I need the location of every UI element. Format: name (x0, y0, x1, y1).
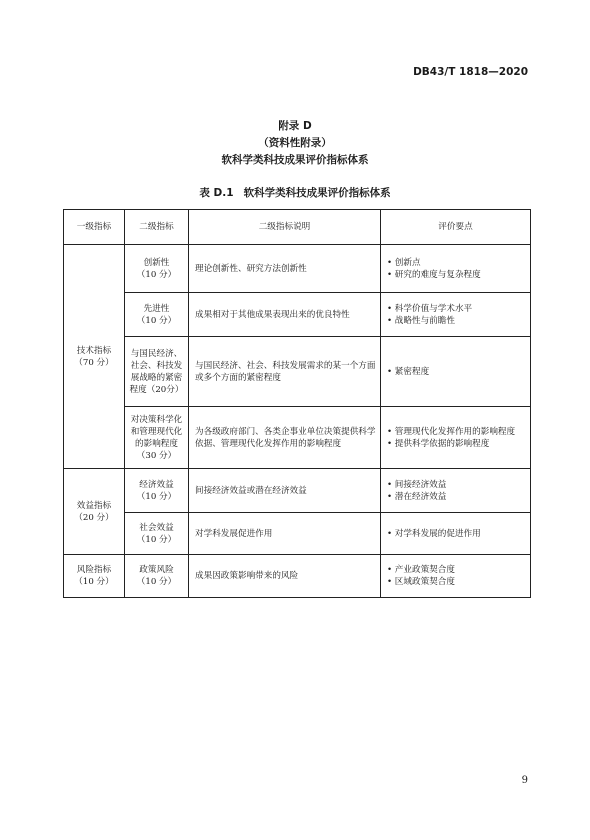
level2-cell (125, 337, 189, 407)
level2-score: （30 分） (136, 450, 177, 461)
eval-point: • 紧密程度 (387, 366, 430, 377)
header-eval-points: 评价要点 (381, 210, 531, 245)
eval-points (381, 555, 531, 598)
level2-cell (125, 407, 189, 469)
appendix-nature: （资料性附录） (258, 137, 332, 149)
eval-points (381, 469, 531, 513)
level2-desc: 成果因政策影响带来的风险 (189, 555, 381, 598)
table-row (64, 407, 531, 469)
header-level1: 一级指标 (64, 210, 125, 245)
page-number: 9 (521, 775, 528, 786)
table-row (64, 513, 531, 555)
level2-name: 政策风险 (139, 565, 174, 575)
eval-point: • 潜在经济效益 (387, 491, 447, 502)
appendix-title: 软科学类科技成果评价指标体系 (221, 154, 369, 166)
level2-cell (125, 469, 189, 513)
eval-point: • 创新点 (387, 257, 421, 268)
level1-cell (64, 245, 125, 469)
level2-desc: 对学科发展促进作用 (189, 513, 381, 555)
level2-score: （10 分） (136, 269, 177, 280)
level2-score: （10 分） (136, 491, 177, 502)
table-row (64, 293, 531, 337)
eval-point: • 间接经济效益 (387, 479, 447, 490)
appendix-label: 附录 D (278, 120, 312, 132)
level2-name: 社会效益 (139, 522, 174, 533)
table-title: 软科学类科技成果评价指标体系 (243, 187, 391, 199)
level2-desc: 成果相对于其他成果表现出来的优良特性 (189, 293, 381, 337)
header-level2-desc: 二级指标说明 (189, 210, 381, 245)
eval-points (381, 293, 531, 337)
eval-points (381, 407, 531, 469)
level1-name: 效益指标 (76, 500, 112, 511)
level2-desc: 与国民经济、社会、科技发展需求的某一个方面或多个方面的紧密程度 (189, 337, 381, 407)
level2-name: 对决策科学化和管理现代化的影响程度 (130, 414, 183, 449)
table-row (64, 555, 531, 598)
eval-point: • 战略性与前瞻性 (387, 315, 455, 326)
eval-point: • 产业政策契合度 (387, 565, 455, 575)
level2-name: 先进性 (143, 303, 170, 314)
eval-points (381, 245, 531, 293)
document-code: DB43/T 1818—2020 (413, 66, 528, 78)
level1-score: （10 分） (74, 577, 114, 587)
eval-points (381, 337, 531, 407)
eval-point: • 提供科学依据的影响程度 (387, 438, 490, 449)
level2-desc: 为各级政府部门、各类企事业单位决策提供科学依据、管理现代化发挥作用的影响程度 (189, 407, 381, 469)
level1-name: 技术指标 (76, 345, 112, 356)
appendix-heading (0, 118, 590, 169)
level1-cell (64, 469, 125, 555)
level1-score: （20 分） (74, 512, 114, 523)
level2-desc: 理论创新性、研究方法创新性 (189, 245, 381, 293)
eval-point: • 对学科发展的促进作用 (387, 528, 481, 539)
level2-cell (125, 293, 189, 337)
table-row (64, 469, 531, 513)
level2-name: 创新性 (143, 257, 170, 268)
level2-cell (125, 513, 189, 555)
header-level2: 二级指标 (125, 210, 189, 245)
index-table (63, 209, 531, 598)
table-row (64, 245, 531, 293)
level2-score: （10 分） (136, 534, 177, 545)
table-caption (0, 185, 590, 200)
eval-point: • 研究的难度与复杂程度 (387, 269, 481, 280)
level2-desc: 间接经济效益或潜在经济效益 (189, 469, 381, 513)
level1-score: （70 分） (74, 357, 114, 368)
level1-cell (64, 555, 125, 598)
level2-name: 经济效益 (139, 479, 174, 490)
eval-point: • 区域政策契合度 (387, 577, 455, 587)
level2-cell (125, 555, 189, 598)
eval-point: • 管理现代化发挥作用的影响程度 (387, 426, 516, 437)
eval-points (381, 513, 531, 555)
table-number: 表 D.1 (199, 187, 234, 199)
level1-name: 风险指标 (76, 565, 112, 575)
level2-score: （10 分） (136, 315, 177, 326)
table-header-row (64, 210, 531, 245)
level2-name: 与国民经济、社会、科技发展战略的紧密程度（20分） (129, 348, 184, 395)
table-row (64, 337, 531, 407)
level2-cell (125, 245, 189, 293)
eval-point: • 科学价值与学术水平 (387, 303, 473, 314)
level2-score: （10 分） (136, 577, 177, 587)
